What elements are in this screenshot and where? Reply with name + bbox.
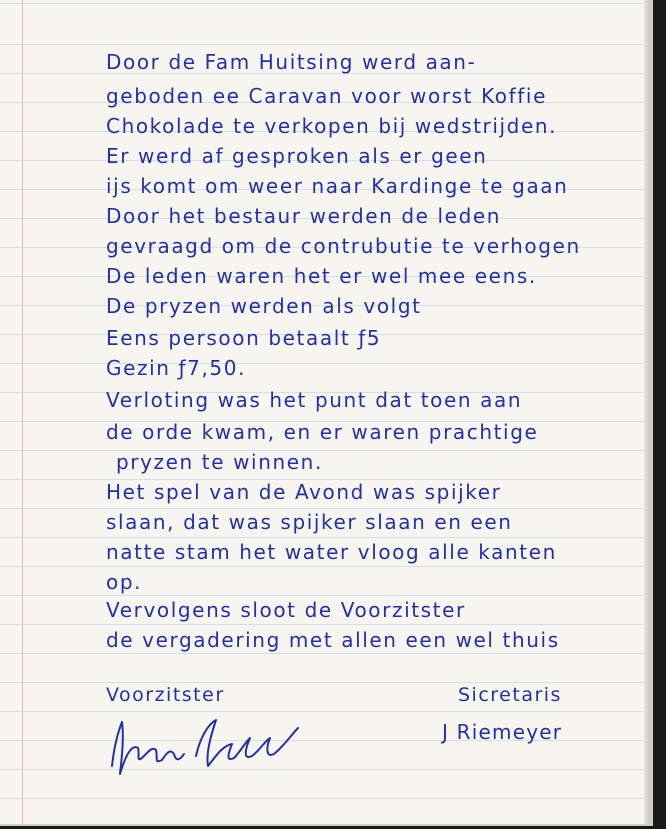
minutes-line-3: Chokolade te verkopen bij wedstrijden. — [106, 114, 558, 138]
minutes-line-12: Verloting was het punt dat toen aan — [106, 388, 523, 412]
minutes-line-2: geboden ee Caravan voor worst Koffie — [106, 84, 547, 108]
minutes-line-7: gevraagd om de contrubutie te verhogen — [106, 234, 581, 258]
minutes-line-11: Gezin ƒ7,50. — [106, 356, 247, 380]
margin-line — [22, 0, 23, 824]
minutes-line-8: De leden waren het er wel mee eens. — [106, 264, 537, 288]
minutes-line-4: Er werd af gesproken als er geen — [106, 144, 488, 168]
minutes-line-5: ijs komt om weer naar Kardinge te gaan — [106, 174, 569, 198]
chair-signature-scribble — [104, 708, 304, 788]
secretary-name: J Riemeyer — [442, 720, 563, 744]
minutes-line-16: slaan, dat was spijker slaan en een — [106, 510, 513, 534]
minutes-line-17: natte stam het water vloog alle kanten — [106, 540, 557, 564]
minutes-line-6: Door het bestaur werden de leden — [106, 204, 502, 228]
chair-label: Voorzitster — [106, 684, 225, 706]
minutes-line-1: Door de Fam Huitsing werd aan- — [106, 50, 477, 74]
minutes-line-15: Het spel van de Avond was spijker — [106, 480, 502, 504]
minutes-line-18: op. — [106, 570, 143, 594]
minutes-line-9: De pryzen werden als volgt — [106, 294, 422, 318]
minutes-line-20: de vergadering met allen een wel thuis — [106, 628, 560, 652]
minutes-line-13: de orde kwam, en er waren prachtige — [106, 420, 539, 444]
minutes-line-14: pryzen te winnen. — [116, 450, 323, 474]
secretary-label: Sicretaris — [458, 684, 562, 706]
minutes-line-10: Eens persoon betaalt ƒ5 — [106, 326, 382, 350]
minutes-line-19: Vervolgens sloot de Voorzitster — [106, 598, 466, 622]
page-edge — [644, 0, 650, 824]
